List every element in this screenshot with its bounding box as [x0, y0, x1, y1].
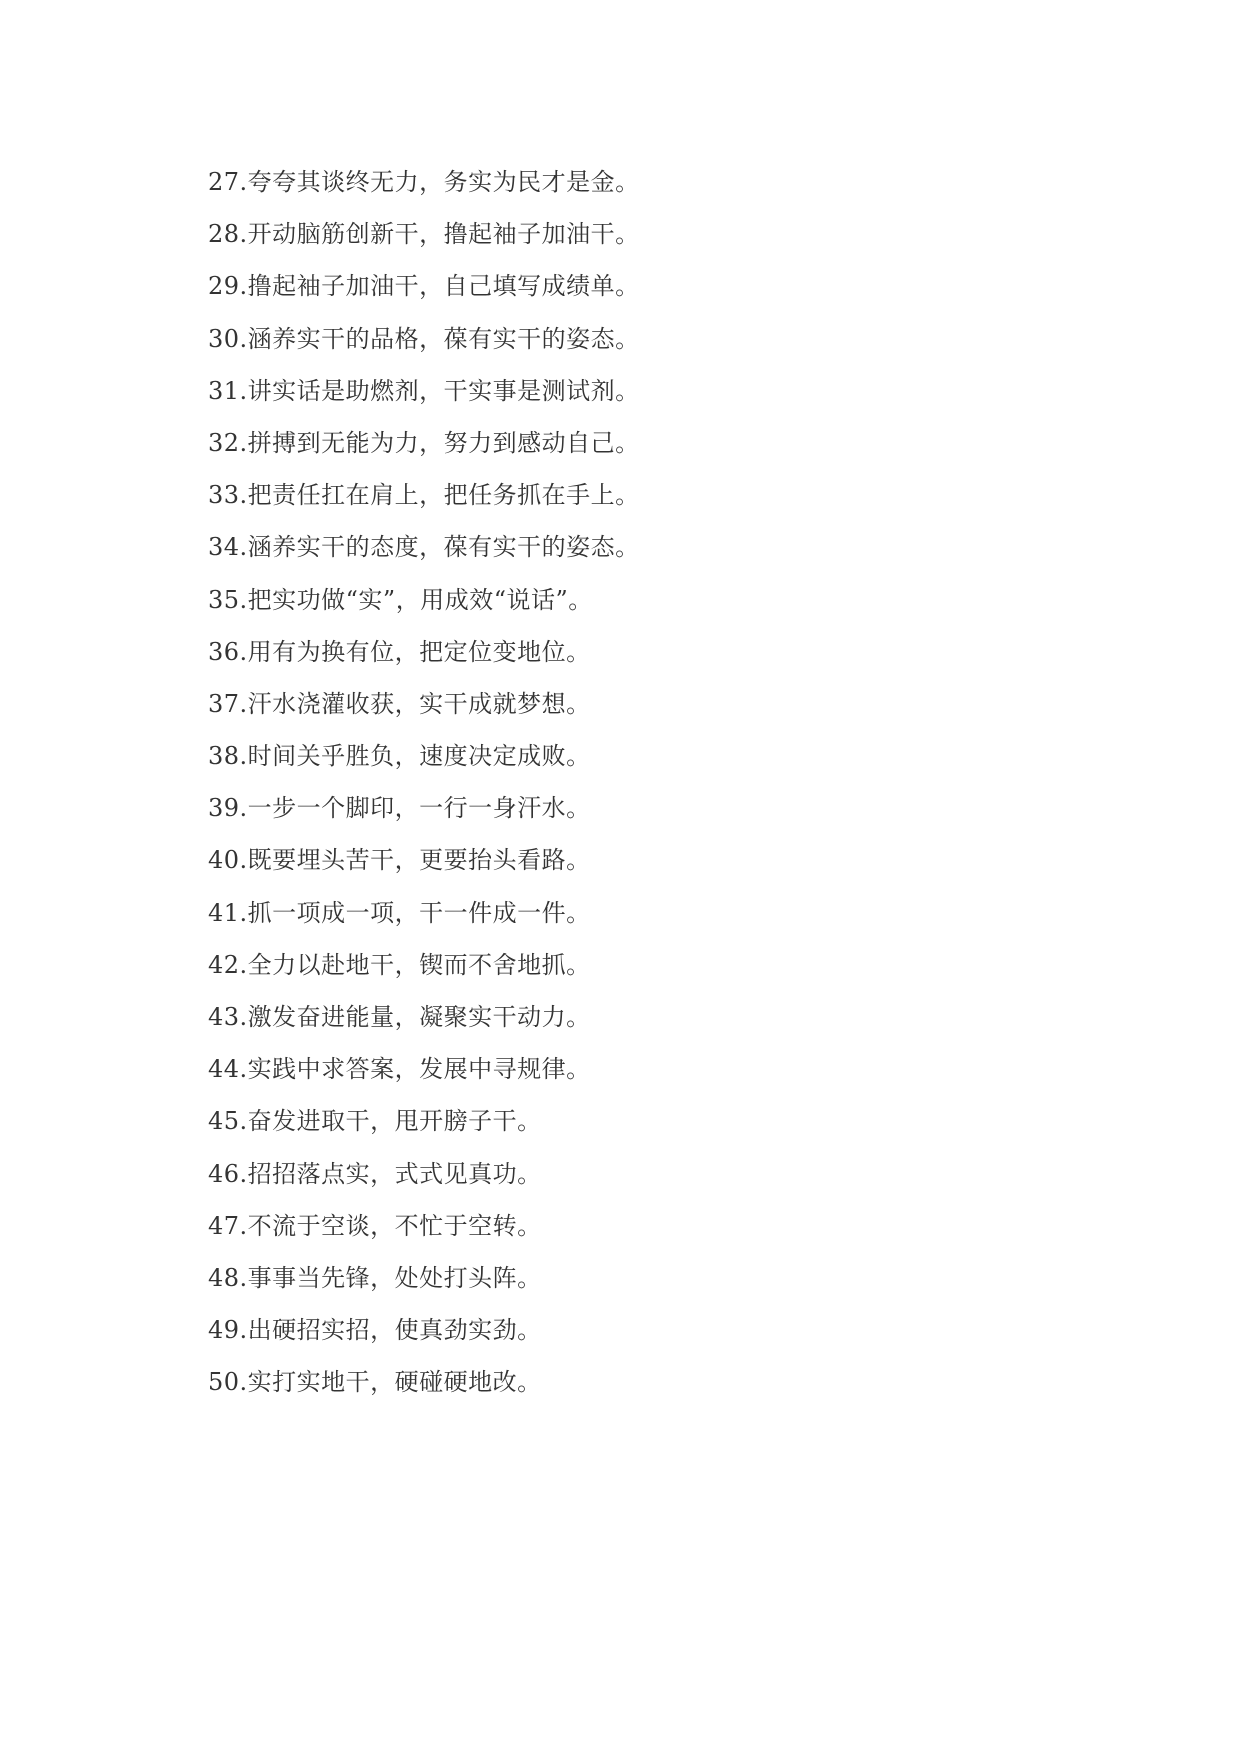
- list-item: 50.实打实地干，硬碰硬地改。: [208, 1368, 542, 1397]
- list-item: 48.事事当先锋，处处打头阵。: [208, 1263, 542, 1292]
- list-item: 37.汗水浇灌收获，实干成就梦想。: [208, 689, 591, 718]
- list-item: 47.不流于空谈，不忙于空转。: [208, 1211, 542, 1240]
- list-item: 27.夸夸其谈终无力，务实为民才是金。: [208, 168, 640, 196]
- slogan-list: [208, 156, 1108, 1409]
- list-item: 35.把实功做“实”，用成效“说话”。: [208, 585, 593, 614]
- list-item: 33.把责任扛在肩上，把任务抓在手上。: [208, 481, 640, 510]
- list-item: 46.招招落点实，式式见真功。: [208, 1159, 542, 1188]
- list-item: 28.开动脑筋创新干，撸起袖子加油干。: [208, 220, 640, 249]
- list-item: 45.奋发进取干，甩开膀子干。: [208, 1107, 542, 1136]
- list-item: 32.拼搏到无能为力，努力到感动自己。: [208, 428, 640, 457]
- list-item: 43.激发奋进能量，凝聚实干动力。: [208, 1003, 591, 1031]
- list-item: 31.讲实话是助燃剂，干实事是测试剂。: [208, 376, 640, 405]
- list-item: 44.实践中求答案，发展中寻规律。: [208, 1055, 591, 1084]
- list-item: 36.用有为换有位，把定位变地位。: [208, 637, 591, 666]
- list-item: 40.既要埋头苦干，更要抬头看路。: [208, 846, 591, 875]
- list-item: 41.抓一项成一项，干一件成一件。: [208, 898, 591, 927]
- list-item: 42.全力以赴地干，锲而不舍地抓。: [208, 950, 591, 979]
- list-item: 39.一步一个脚印，一行一身汗水。: [208, 794, 591, 823]
- list-item: 34.涵养实干的态度，葆有实干的姿态。: [208, 533, 640, 562]
- list-item: 49.出硬招实招，使真劲实劲。: [208, 1316, 542, 1345]
- list-item: 29.撸起袖子加油干，自己填写成绩单。: [208, 272, 640, 301]
- list-item: 38.时间关乎胜负，速度决定成败。: [208, 742, 591, 771]
- list-item: 30.涵养实干的品格，葆有实干的姿态。: [208, 324, 640, 353]
